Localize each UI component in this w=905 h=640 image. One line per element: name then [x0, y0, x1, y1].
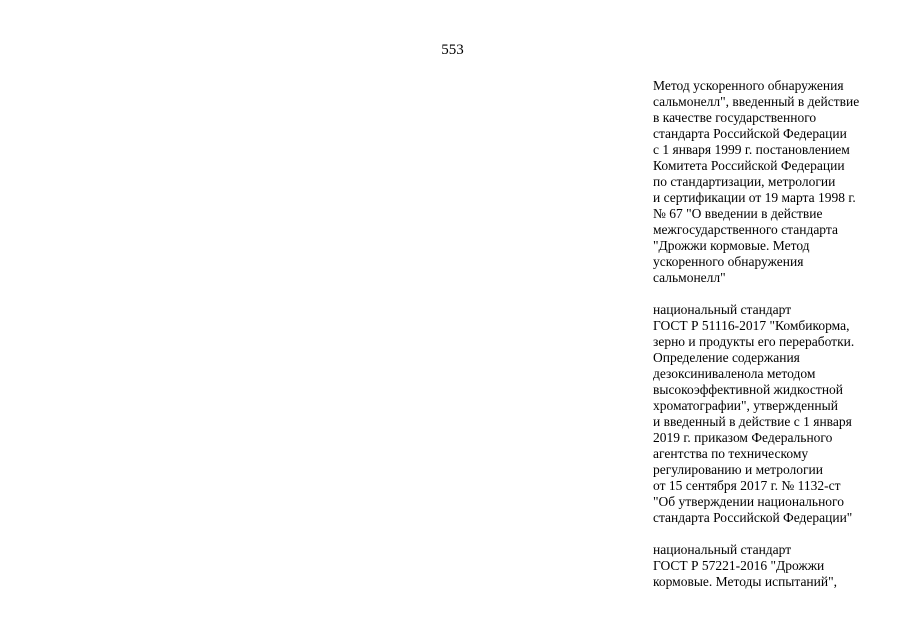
text-line: дезоксиниваленола методом: [653, 366, 816, 381]
right-text-column: [653, 78, 898, 590]
text-line: ГОСТ Р 57221-2016 "Дрожжи: [653, 558, 825, 573]
text-line: Определение содержания: [653, 350, 800, 365]
text-block-gost-57221: [653, 542, 898, 590]
text-line: кормовые. Методы испытаний",: [653, 574, 837, 589]
text-line: хроматографии", утвержденный: [653, 398, 838, 413]
text-line: № 67 "О введении в действие: [653, 206, 823, 221]
text-line: национальный стандарт: [653, 302, 792, 317]
text-line: регулированию и метрологии: [653, 462, 823, 477]
text-block-salmonella-method: [653, 78, 898, 286]
text-line: по стандартизации, метрологии: [653, 174, 836, 189]
text-line: ускоренного обнаружения: [653, 254, 804, 269]
text-line: национальный стандарт: [653, 542, 792, 557]
text-line: Комитета Российской Федерации: [653, 158, 845, 173]
text-line: от 15 сентября 2017 г. № 1132-ст: [653, 478, 841, 493]
text-line: "Об утверждении национального: [653, 494, 844, 509]
text-line: с 1 января 1999 г. постановлением: [653, 142, 850, 157]
text-line: "Дрожжи кормовые. Метод: [653, 238, 810, 253]
text-line: Метод ускоренного обнаружения: [653, 78, 844, 93]
page-number: 553: [441, 42, 464, 58]
text-line: стандарта Российской Федерации: [653, 126, 847, 141]
text-line: 2019 г. приказом Федерального: [653, 430, 833, 445]
text-line: зерно и продукты его переработки.: [653, 334, 855, 349]
text-line: сальмонелл": [653, 270, 726, 285]
text-line: и сертификации от 19 марта 1998 г.: [653, 190, 856, 205]
text-line: сальмонелл", введенный в действие: [653, 94, 860, 109]
text-line: и введенный в действие с 1 января: [653, 414, 852, 429]
text-line: высокоэффективной жидкостной: [653, 382, 844, 397]
text-line: ГОСТ Р 51116-2017 "Комбикорма,: [653, 318, 850, 333]
text-line: в качестве государственного: [653, 110, 817, 125]
text-block-gost-51116: [653, 302, 898, 526]
text-line: стандарта Российской Федерации": [653, 510, 853, 525]
text-line: межгосударственного стандарта: [653, 222, 838, 237]
text-line: агентства по техническому: [653, 446, 809, 461]
